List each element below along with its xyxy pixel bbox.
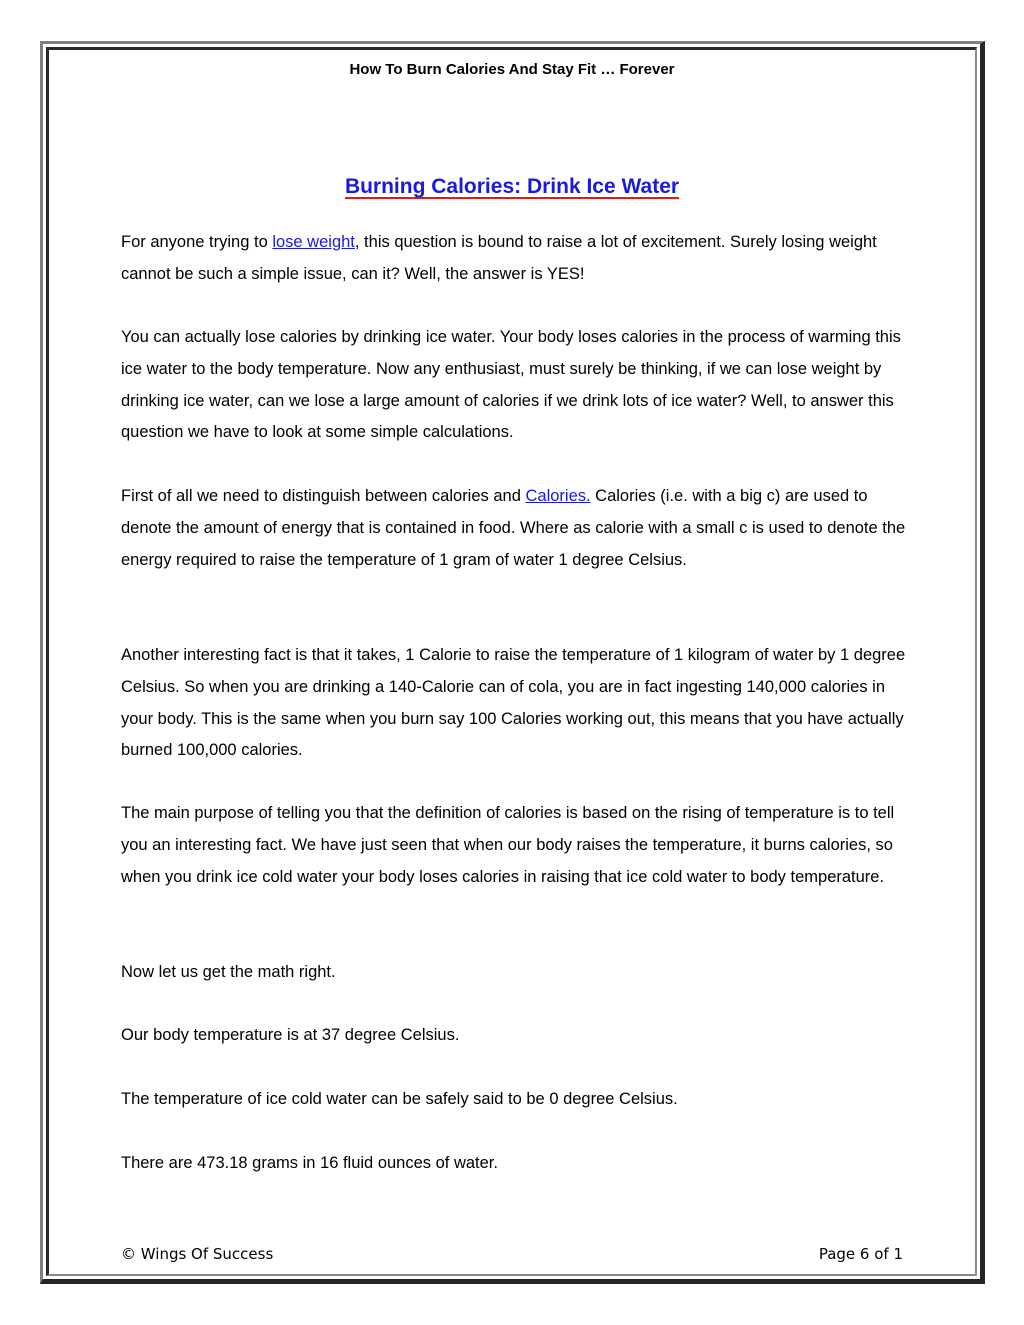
footer-page-number: Page 6 of 1: [818, 1245, 903, 1263]
running-header: How To Burn Calories And Stay Fit … Forever: [349, 61, 675, 78]
paragraph-main-purpose: The main purpose of telling you that the definition of calories is based on the rising of temperature is to tell you an interesting fact. We have just seen that when our body raises the temperature, it burns calories, so when you drink ice cold water your body loses calories in raising that ice cold water to body temperature.: [121, 804, 895, 886]
paragraph-calories-text-2: Calories (i.e. with a big c) are used to denote the amount of energy that is contained in food. Where as calorie with a small c is used to denote the energy required to raise the temperature of 1 gram of water 1 degree Celsius.: [121, 487, 906, 569]
paragraph-interesting-fact: Another interesting fact is that it takes, 1 Calorie to raise the temperature of 1 kilogram of water by 1 degree Celsius. So when you are drinking a 140-Calorie can of cola, you are in fact ingesting 140,000 calories in your body. This is the same when you burn say 100 Calories working out, this means that you have actually burned 100,000 calories.: [121, 646, 906, 760]
paragraph-intro-text-1: For anyone trying to: [121, 233, 273, 251]
paragraph-body-temperature: Our body temperature is at 37 degree Celsius.: [121, 1026, 460, 1044]
paragraph-calories-text-1: First of all we need to distinguish between calories and: [121, 487, 526, 505]
calories-link[interactable]: Calories.: [525, 487, 591, 505]
lose-weight-link[interactable]: lose weight: [272, 233, 355, 251]
paragraph-calories-definition: [121, 481, 911, 576]
page-title-text: Burning Calories: Drink Ice Water: [344, 175, 680, 198]
footer-copyright: © Wings Of Success: [121, 1245, 274, 1263]
paragraph-intro-text-2: , this question is bound to raise a lot of excitement. Surely losing weight cannot be such a simple issue, can it? Well, the answer is YES!: [121, 233, 877, 283]
paragraph-math: Now let us get the math right.: [121, 963, 336, 981]
paragraph-ice-water: You can actually lose calories by drinking ice water. Your body loses calories in the process of warming this ice water to the body temperature. Now any enthusiast, must surely be thinking, if we can lose weight by drinking ice water, can we lose a large amount of calories if we drink lots of ice water? Well, to answer this question we have to look at some simple calculations.: [121, 328, 901, 442]
paragraph-grams: There are 473.18 grams in 16 fluid ounces of water.: [121, 1154, 498, 1172]
paragraph-intro: [121, 227, 911, 291]
page-title: [0, 174, 1024, 200]
paragraph-ice-water-temperature: The temperature of ice cold water can be safely said to be 0 degree Celsius.: [121, 1090, 678, 1108]
